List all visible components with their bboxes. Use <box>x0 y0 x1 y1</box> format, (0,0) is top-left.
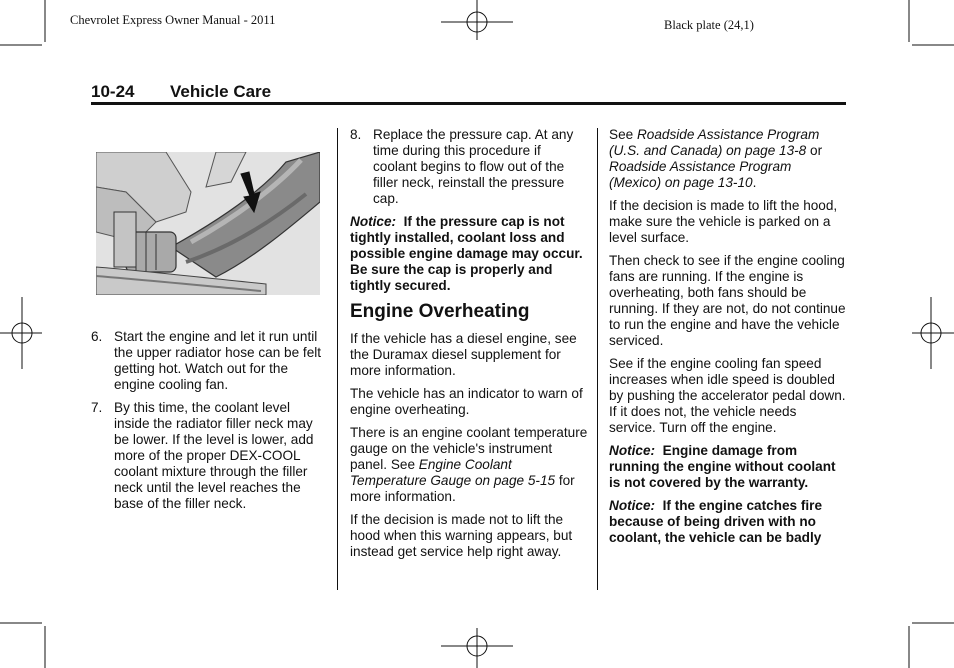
notice-label: Notice: <box>609 498 656 513</box>
notice-engine-fire <box>609 498 847 546</box>
paragraph-diesel: If the vehicle has a diesel engine, see the Duramax diesel supplement for more information. <box>350 331 577 378</box>
step-7 <box>91 400 329 512</box>
step-number: 7. <box>91 400 103 415</box>
notice-text: If the engine catches fire because of being driven with no coolant, the vehicle can be badly <box>609 498 823 545</box>
step-6 <box>91 329 329 393</box>
section-number: 10-24 <box>91 82 135 101</box>
step-text: Replace the pressure cap. At any time during this procedure if coolant begins to flow out of the filler neck, reinstall the pressure cap. <box>373 127 574 206</box>
step-number: 6. <box>91 329 103 344</box>
page-reference-link[interactable]: Engine Coolant Temperature Gauge on page 5-15 <box>350 457 556 488</box>
paragraph-cooling-fans: Then check to see if the engine cooling fans are running. If the engine is overheating, both fans should be running. If they are not, do not continue to run the engine and have the vehicle serviced. <box>609 253 846 348</box>
registration-target-right <box>912 297 954 369</box>
paragraph-no-lift: If the decision is made not to lift the hood when this warning appears, but instead get service help right away. <box>350 512 573 559</box>
notice-pressure-cap <box>350 214 588 294</box>
notice-text: Engine damage from running the engine without coolant is not covered by the warranty. <box>609 443 836 490</box>
step-number: 8. <box>350 127 362 142</box>
step-text: By this time, the coolant level inside the radiator filler neck may be lower. If the level is lower, add more of the proper DEX-COOL coolant mixture through the filler neck until the level reaches the base of the filler neck. <box>114 400 314 511</box>
paragraph-lift-hood: If the decision is made to lift the hood, make sure the vehicle is parked on a level surface. <box>609 198 838 245</box>
paragraph-gauge <box>350 425 588 505</box>
manual-title: Chevrolet Express Owner Manual - 2011 <box>70 13 276 27</box>
paragraph-indicator: The vehicle has an indicator to warn of engine overheating. <box>350 386 583 417</box>
paragraph-roadside <box>609 127 847 191</box>
registration-target-top <box>441 0 513 40</box>
column-divider-2 <box>597 128 598 590</box>
text-run: . <box>752 175 757 190</box>
section-rule <box>91 102 846 105</box>
text-run: or <box>806 143 823 158</box>
engine-overheating-heading: Engine Overheating <box>350 301 530 322</box>
notice-label: Notice: <box>350 214 397 229</box>
step-text: Start the engine and let it run until the upper radiator hose can be felt getting hot. Watch out for the engine cooling fan. <box>114 329 322 392</box>
notice-text: If the pressure cap is not tightly installed, coolant loss and possible engine damage may occur. Be sure the cap is properly and tightly secured. <box>350 214 583 293</box>
plate-label: Black plate (24,1) <box>664 18 754 32</box>
registration-target-left <box>0 297 42 369</box>
text-run: for more information. <box>350 473 575 504</box>
text-run: There is an engine coolant temperature gauge on the vehicle's instrument panel. See <box>350 425 588 472</box>
radiator-hose-illustration <box>96 152 320 295</box>
notice-engine-damage <box>609 443 847 491</box>
paragraph-fan-speed: See if the engine cooling fan speed increases when idle speed is doubled by pushing the accelerator pedal down. If it does not, the vehicle needs service. Turn off the engine. <box>609 356 846 435</box>
text-run: See <box>609 127 637 142</box>
section-title: Vehicle Care <box>170 82 272 101</box>
notice-label: Notice: <box>609 443 656 458</box>
column-3 <box>609 127 847 553</box>
step-8 <box>350 127 588 207</box>
page-reference-link[interactable]: Roadside Assistance Program (U.S. and Canada) on page 13-8 <box>609 127 820 158</box>
column-1 <box>91 329 329 519</box>
column-2 <box>350 127 588 567</box>
page-reference-link[interactable]: Roadside Assistance Program (Mexico) on page 13-10 <box>609 159 792 190</box>
registration-target-bottom <box>441 628 513 668</box>
column-divider-1 <box>337 128 338 590</box>
